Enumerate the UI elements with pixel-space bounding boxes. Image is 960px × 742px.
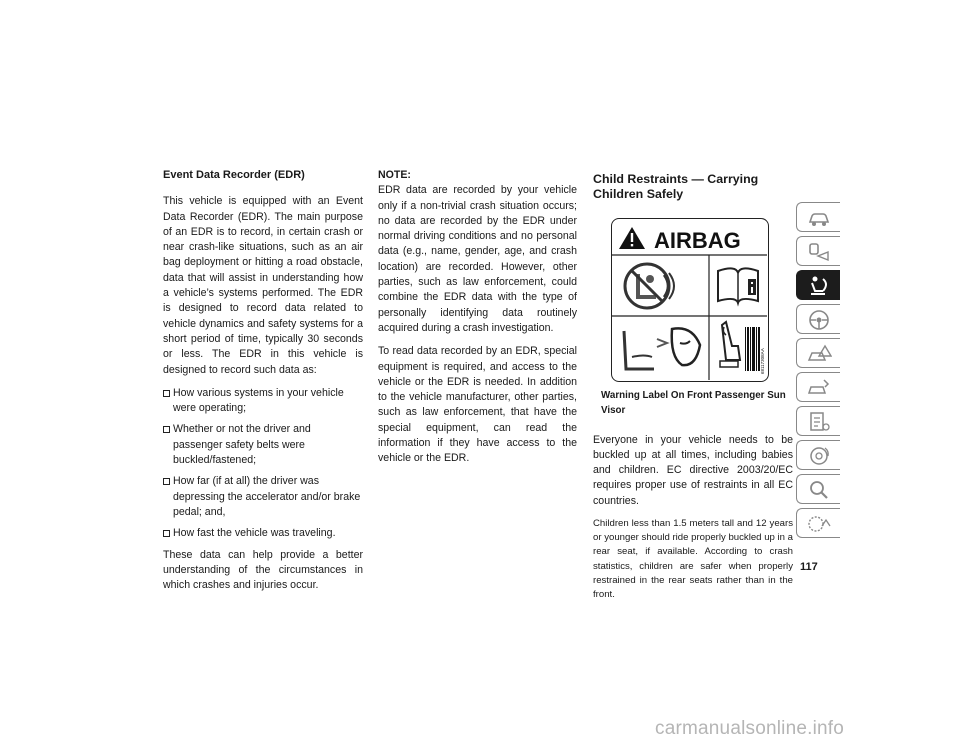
tab-languages[interactable] — [796, 508, 840, 538]
child-restraints-column — [593, 172, 793, 610]
list-item: How fast the vehicle was traveling. — [163, 526, 363, 541]
car-dashboard-icon — [806, 206, 832, 230]
finger-pointing-icon — [720, 322, 740, 367]
tab-technical-specifications[interactable] — [796, 406, 840, 436]
tab-starting-operating[interactable] — [796, 304, 840, 334]
airbag-title: AIRBAG — [654, 228, 741, 253]
car-key-icon — [806, 240, 832, 264]
edr-intro-paragraph: This vehicle is equipped with an Event Data Recorder (EDR). The main purpose of an EDR is to record, in certain crash or near crash-like situations, such as an air bag deployment or hitting a road obstacle, data that will assist in understanding how a vehicle’s systems performed. The EDR is designed to record data related to vehicle dynamics and safety systems for a short period of time, typically 30 seconds or less. The EDR in this vehicle is designed to record such data as: — [163, 195, 363, 376]
list-item: How various systems in your vehicle were operating; — [163, 386, 363, 417]
car-service-icon — [806, 376, 832, 400]
checkbox-bullet-icon — [163, 390, 170, 397]
warning-car-icon — [806, 342, 832, 366]
specifications-icon — [806, 410, 832, 434]
no-child-seat-icon — [625, 264, 674, 308]
barcode-icon — [745, 327, 760, 371]
tab-servicing[interactable] — [796, 372, 840, 402]
edr-column — [163, 168, 363, 601]
steering-wheel-icon — [806, 308, 832, 332]
checkbox-bullet-icon — [163, 530, 170, 537]
edr-note-column — [378, 168, 577, 475]
tab-safety[interactable] — [796, 270, 840, 300]
chapter-tabs — [796, 202, 842, 542]
tab-instrument-panel[interactable] — [796, 236, 840, 266]
list-item: Whether or not the driver and passenger safety belts were buckled/fastened; — [163, 422, 363, 468]
airbag-warning-label — [611, 218, 769, 382]
checkbox-bullet-icon — [163, 426, 170, 433]
search-icon — [806, 478, 832, 502]
page-number: 117 — [800, 561, 818, 573]
edr-access-paragraph: To read data recorded by an EDR, special equipment is required, and access to the vehicle or the EDR is needed. In addition to the vehicle manufacturer, other parties, such as law enforcement, that have the special equipment, can read the information if they have access to the vehicle or the EDR. — [378, 345, 577, 465]
read-manual-icon — [718, 268, 758, 303]
tab-emergency[interactable] — [796, 338, 840, 368]
languages-icon — [806, 512, 832, 536]
list-item: How far (if at all) the driver was depressing the accelerator and/or brake pedal; and, — [163, 474, 363, 520]
tab-index[interactable] — [796, 474, 840, 504]
note-text: EDR data are recorded by your vehicle only if a non-trivial crash situation occurs; no data are recorded by the EDR under normal driving conditions and no personal data (e.g., name, gender, age, and crash location) are recorded. However, other parties, such as law enforcement, could combine the EDR data with the type of personally identifying data routinely acquired during a crash investigation. — [378, 184, 577, 334]
airbag-deploy-icon — [624, 328, 700, 369]
edr-heading: Event Data Recorder (EDR) — [163, 169, 305, 181]
tab-multimedia[interactable] — [796, 440, 840, 470]
tab-getting-to-know-vehicle[interactable] — [796, 202, 840, 232]
buckle-up-paragraph: Everyone in your vehicle needs to be buckled up at all times, including babies and children. EC directive 2003/20/EC requires proper use of restraints in all EC countries. — [593, 433, 793, 507]
edr-data-list — [163, 386, 363, 542]
edr-closing-paragraph: These data can help provide a better understanding of the circumstances in which crashes and injuries occur. — [163, 548, 363, 592]
label-part-number: 68117308AA — [760, 348, 765, 374]
watermark-text: carmanualsonline.info — [655, 718, 845, 739]
checkbox-bullet-icon — [163, 478, 170, 485]
airbag-label-graphic — [612, 219, 767, 380]
child-restraints-heading: Child Restraints — Carrying Children Safely — [593, 172, 759, 201]
children-rear-seat-paragraph: Children less than 1.5 meters tall and 12 years or younger should ride properly buckled up in a rear seat, if available. According to crash statistics, children are safer when properly restrained in the rear seats rather than in the front. — [593, 518, 793, 601]
label-caption: Warning Label On Front Passenger Sun Visor — [601, 390, 786, 417]
note-label: NOTE: — [378, 169, 411, 181]
multimedia-icon — [806, 444, 832, 468]
note-block — [378, 168, 577, 336]
airbag-occupant-icon — [806, 274, 832, 298]
